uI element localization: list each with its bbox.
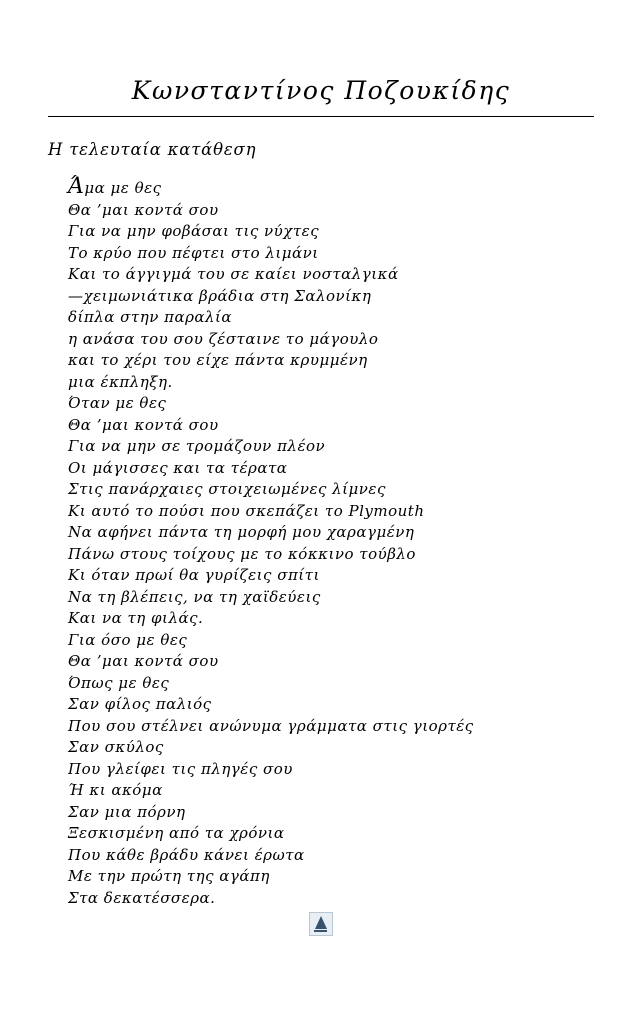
poem-line: Άμα με θες [68,174,162,199]
poem-line: Πάνω στους τοίχους με το κόκκινο τούβλο [68,544,416,563]
poem-line: Να αφήνει πάντα τη μορφή μου χαραγμένη [68,523,415,541]
poem-line: Για να μην σε τρομάζουν πλέον [68,437,326,455]
poem-line: Κι όταν πρωί θα γυρίζεις σπίτι [68,566,320,584]
poem-line: Θα ’μαι κοντά σου [68,652,219,670]
poem-line: Για να μην φοβάσαι τις νύχτες [68,222,320,240]
poem-line: Και να τη φιλάς. [68,609,204,627]
poem-line: Ξεσκισμένη από τα χρόνια [68,824,285,842]
poem-line: Κι αυτό το πούσι που σκεπάζει το Plymouth [68,501,425,520]
poem-line: Που γλείφει τις πληγές σου [68,759,293,778]
poem-line: Για όσο με θες [68,630,188,649]
poem-line: Θα ’μαι κοντά σου [68,200,219,219]
poem-line: και το χέρι του είχε πάντα κρυμμένη [68,351,368,369]
author-name: Κωνσταντίνος Ποζουκίδης [131,76,511,105]
poem-line: Σαν σκύλος [68,738,164,756]
poem-line: —χειμωνιάτικα βράδια στη Σαλονίκη [68,286,372,305]
poem-line: Στα δεκατέσσερα. [68,888,216,907]
header-divider [48,116,594,117]
poem-line: Και το άγγιγμά του σε καίει νοσταλγικά [68,265,399,283]
poem-line: δίπλα στην παραλία [68,308,233,326]
poem-line: μια έκπληξη. [68,372,173,391]
colophon [0,912,642,940]
poem-line: Σαν φίλος παλιός [68,695,212,713]
poem-line: Όταν με θες [68,394,167,412]
poem-line: Με την πρώτη της αγάπη [68,867,270,885]
book-emblem-icon [309,912,333,936]
poem-line: Ή κι ακόμα [68,781,163,799]
poem-line: Στις πανάρχαιες στοιχειωμένες λίμνες [68,480,386,498]
poem-body [68,176,608,909]
poem-line: Το κρύο που πέφτει στο λιμάνι [68,243,319,262]
poem-line: Σαν μια πόρνη [68,802,186,821]
poem-title: Η τελευταία κατάθεση [48,140,257,159]
poem-line: Που σου στέλνει ανώνυμα γράμματα στις γιορτές [68,716,474,735]
poem-line: Θα ’μαι κοντά σου [68,415,219,434]
poem-line: η ανάσα του σου ζέσταινε το μάγουλο [68,329,379,348]
poem-line: Να τη βλέπεις, να τη χαϊδεύεις [68,587,321,606]
poem-line: Όπως με θες [68,673,170,692]
poem-line: Που κάθε βράδυ κάνει έρωτα [68,845,305,864]
poem-line: Οι μάγισσες και τα τέρατα [68,458,288,477]
